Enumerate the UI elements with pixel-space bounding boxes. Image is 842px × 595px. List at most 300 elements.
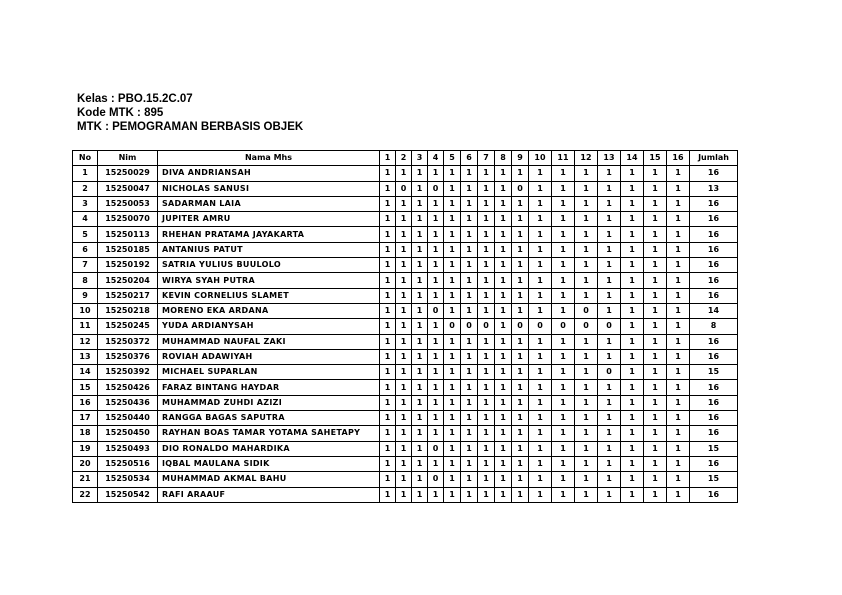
student-name-cell: IQBAL MAULANA SIDIK [158,456,380,471]
table-row [73,303,738,318]
student-name-cell: WIRYA SYAH PUTRA [158,273,380,288]
student-name-cell: MUHAMMAD NAUFAL ZAKI [158,334,380,349]
table-row [73,365,738,380]
session-cell: 1 [644,411,667,426]
session-cell: 1 [512,273,529,288]
session-cell: 1 [380,380,396,395]
session-cell: 1 [621,395,644,410]
row-number-cell: 10 [73,303,98,318]
table-header-row [73,151,738,166]
session-cell: 1 [667,472,690,487]
session-cell: 1 [598,196,621,211]
session-cell: 1 [575,349,598,364]
student-name-cell: SADARMAN LAIA [158,196,380,211]
session-cell: 1 [495,319,512,334]
session-cell: 1 [621,349,644,364]
session-cell: 1 [380,426,396,441]
col-header-session: 1 [380,151,396,166]
session-cell: 1 [396,426,412,441]
row-number-cell: 13 [73,349,98,364]
session-cell: 1 [380,472,396,487]
session-cell: 1 [575,426,598,441]
session-cell: 1 [495,288,512,303]
student-name-cell: MUHAMMAD ZUHDI AZIZI [158,395,380,410]
session-cell: 0 [552,319,575,334]
row-number-cell: 22 [73,487,98,502]
session-cell: 1 [644,212,667,227]
session-cell: 1 [396,288,412,303]
table-row [73,288,738,303]
session-cell: 1 [478,196,495,211]
session-cell: 1 [478,273,495,288]
session-cell: 1 [380,258,396,273]
session-cell: 1 [412,227,428,242]
session-cell: 1 [495,166,512,181]
session-cell: 1 [575,166,598,181]
nim-cell: 15250185 [98,242,158,257]
session-cell: 1 [444,365,461,380]
session-cell: 1 [667,334,690,349]
row-number-cell: 5 [73,227,98,242]
session-cell: 1 [667,242,690,257]
session-cell: 1 [552,472,575,487]
session-cell: 1 [529,166,552,181]
session-cell: 1 [575,411,598,426]
session-cell: 1 [412,395,428,410]
session-cell: 1 [512,349,529,364]
session-cell: 1 [598,242,621,257]
session-cell: 1 [461,456,478,471]
session-cell: 1 [396,273,412,288]
total-cell: 16 [690,273,738,288]
session-cell: 1 [529,181,552,196]
session-cell: 1 [552,166,575,181]
session-cell: 1 [412,334,428,349]
session-cell: 1 [575,288,598,303]
attendance-table [72,150,738,503]
session-cell: 1 [495,395,512,410]
session-cell: 1 [412,441,428,456]
session-cell: 1 [444,472,461,487]
session-cell: 1 [478,411,495,426]
session-cell: 1 [412,196,428,211]
session-cell: 1 [412,319,428,334]
session-cell: 1 [512,303,529,318]
session-cell: 0 [598,319,621,334]
session-cell: 1 [529,196,552,211]
kode-mtk-line: Kode MTK : 895 [77,107,164,119]
session-cell: 1 [644,242,667,257]
session-cell: 1 [428,288,444,303]
session-cell: 1 [428,395,444,410]
session-cell: 1 [495,365,512,380]
session-cell: 1 [621,181,644,196]
session-cell: 1 [380,303,396,318]
mtk-line: MTK : PEMOGRAMAN BERBASIS OBJEK [77,121,304,133]
session-cell: 1 [495,441,512,456]
session-cell: 1 [412,487,428,502]
session-cell: 1 [598,441,621,456]
table-row [73,242,738,257]
session-cell: 1 [444,334,461,349]
row-number-cell: 11 [73,319,98,334]
session-cell: 1 [598,411,621,426]
session-cell: 1 [444,456,461,471]
col-header-session: 8 [495,151,512,166]
session-cell: 1 [461,349,478,364]
nim-cell: 15250392 [98,365,158,380]
session-cell: 1 [380,411,396,426]
session-cell: 1 [529,487,552,502]
session-cell: 1 [644,181,667,196]
session-cell: 1 [478,166,495,181]
session-cell: 1 [495,487,512,502]
session-cell: 1 [478,212,495,227]
session-cell: 1 [598,258,621,273]
session-cell: 1 [444,181,461,196]
session-cell: 1 [512,411,529,426]
session-cell: 1 [598,380,621,395]
session-cell: 1 [621,303,644,318]
student-name-cell: RAFI ARAAUF [158,487,380,502]
session-cell: 1 [412,411,428,426]
session-cell: 1 [444,196,461,211]
session-cell: 0 [428,303,444,318]
total-cell: 16 [690,288,738,303]
total-cell: 16 [690,212,738,227]
session-cell: 1 [644,258,667,273]
session-cell: 1 [396,196,412,211]
session-cell: 1 [552,426,575,441]
session-cell: 0 [478,319,495,334]
session-cell: 1 [667,181,690,196]
session-cell: 1 [575,242,598,257]
row-number-cell: 14 [73,365,98,380]
session-cell: 1 [644,456,667,471]
session-cell: 1 [621,411,644,426]
row-number-cell: 19 [73,441,98,456]
nim-cell: 15250516 [98,456,158,471]
session-cell: 0 [529,319,552,334]
session-cell: 1 [575,472,598,487]
session-cell: 1 [478,288,495,303]
col-header-no: No [73,151,98,166]
session-cell: 1 [461,212,478,227]
session-cell: 1 [575,456,598,471]
session-cell: 1 [396,441,412,456]
session-cell: 1 [461,303,478,318]
total-cell: 15 [690,472,738,487]
session-cell: 1 [512,456,529,471]
row-number-cell: 20 [73,456,98,471]
session-cell: 1 [598,273,621,288]
total-cell: 16 [690,426,738,441]
total-cell: 16 [690,196,738,211]
nim-cell: 15250436 [98,395,158,410]
row-number-cell: 8 [73,273,98,288]
session-cell: 1 [444,426,461,441]
total-cell: 16 [690,380,738,395]
session-cell: 1 [512,242,529,257]
session-cell: 1 [552,334,575,349]
session-cell: 1 [495,242,512,257]
session-cell: 1 [512,212,529,227]
session-cell: 1 [412,365,428,380]
session-cell: 1 [478,227,495,242]
session-cell: 1 [396,227,412,242]
session-cell: 1 [667,487,690,502]
session-cell: 0 [428,472,444,487]
session-cell: 1 [552,227,575,242]
session-cell: 1 [412,258,428,273]
session-cell: 1 [444,258,461,273]
total-cell: 16 [690,456,738,471]
session-cell: 1 [598,181,621,196]
row-number-cell: 3 [73,196,98,211]
col-header-session: 7 [478,151,495,166]
total-cell: 16 [690,411,738,426]
session-cell: 1 [512,472,529,487]
session-cell: 1 [667,426,690,441]
session-cell: 1 [478,441,495,456]
session-cell: 1 [412,166,428,181]
session-cell: 1 [667,365,690,380]
session-cell: 1 [444,411,461,426]
session-cell: 1 [644,349,667,364]
session-cell: 1 [396,258,412,273]
session-cell: 1 [667,288,690,303]
table-row [73,319,738,334]
session-cell: 1 [621,334,644,349]
session-cell: 1 [412,212,428,227]
session-cell: 1 [495,258,512,273]
session-cell: 1 [478,380,495,395]
session-cell: 1 [598,395,621,410]
session-cell: 1 [412,303,428,318]
table-row [73,395,738,410]
session-cell: 1 [667,166,690,181]
session-cell: 1 [478,258,495,273]
session-cell: 1 [512,258,529,273]
total-cell: 16 [690,395,738,410]
table-row [73,258,738,273]
session-cell: 1 [512,227,529,242]
session-cell: 1 [575,365,598,380]
col-header-session: 13 [598,151,621,166]
nim-cell: 15250440 [98,411,158,426]
session-cell: 1 [444,166,461,181]
nim-cell: 15250493 [98,441,158,456]
session-cell: 1 [428,456,444,471]
session-cell: 1 [478,242,495,257]
session-cell: 1 [621,212,644,227]
session-cell: 1 [529,349,552,364]
session-cell: 1 [461,365,478,380]
student-name-cell: JUPITER AMRU [158,212,380,227]
col-header-session: 2 [396,151,412,166]
session-cell: 1 [598,166,621,181]
session-cell: 1 [644,196,667,211]
row-number-cell: 18 [73,426,98,441]
nim-cell: 15250218 [98,303,158,318]
session-cell: 1 [667,212,690,227]
session-cell: 1 [512,166,529,181]
student-name-cell: MUHAMMAD AKMAL BAHU [158,472,380,487]
session-cell: 1 [575,196,598,211]
row-number-cell: 17 [73,411,98,426]
session-cell: 1 [621,426,644,441]
session-cell: 1 [396,395,412,410]
session-cell: 1 [598,334,621,349]
session-cell: 1 [529,303,552,318]
session-cell: 1 [575,227,598,242]
session-cell: 1 [598,288,621,303]
col-header-session: 14 [621,151,644,166]
col-header-session: 3 [412,151,428,166]
session-cell: 0 [396,181,412,196]
row-number-cell: 9 [73,288,98,303]
table-row [73,472,738,487]
session-cell: 1 [552,456,575,471]
session-cell: 1 [396,456,412,471]
session-cell: 1 [621,472,644,487]
session-cell: 0 [575,319,598,334]
session-cell: 1 [495,426,512,441]
session-cell: 1 [644,288,667,303]
session-cell: 1 [575,273,598,288]
session-cell: 1 [380,212,396,227]
total-cell: 16 [690,227,738,242]
session-cell: 1 [644,472,667,487]
kelas-line: Kelas : PBO.15.2C.07 [77,93,193,105]
session-cell: 1 [444,349,461,364]
session-cell: 1 [598,212,621,227]
session-cell: 1 [495,334,512,349]
session-cell: 1 [529,242,552,257]
session-cell: 1 [478,334,495,349]
session-cell: 1 [495,380,512,395]
table-row [73,441,738,456]
col-header-session: 4 [428,151,444,166]
session-cell: 1 [461,411,478,426]
session-cell: 1 [552,365,575,380]
session-cell: 1 [461,395,478,410]
session-cell: 1 [552,181,575,196]
session-cell: 1 [512,395,529,410]
session-cell: 1 [621,166,644,181]
session-cell: 1 [380,288,396,303]
session-cell: 1 [552,212,575,227]
session-cell: 1 [529,426,552,441]
session-cell: 1 [380,441,396,456]
session-cell: 1 [380,196,396,211]
session-cell: 1 [529,380,552,395]
col-header-session: 12 [575,151,598,166]
session-cell: 1 [396,411,412,426]
session-cell: 1 [552,303,575,318]
session-cell: 1 [644,426,667,441]
session-cell: 1 [495,349,512,364]
session-cell: 1 [575,441,598,456]
session-cell: 1 [444,227,461,242]
session-cell: 1 [396,472,412,487]
session-cell: 1 [478,395,495,410]
session-cell: 1 [667,258,690,273]
session-cell: 1 [552,242,575,257]
session-cell: 1 [644,441,667,456]
total-cell: 16 [690,166,738,181]
session-cell: 1 [428,196,444,211]
session-cell: 1 [621,456,644,471]
session-cell: 1 [495,273,512,288]
session-cell: 1 [444,380,461,395]
session-cell: 1 [529,288,552,303]
session-cell: 1 [380,227,396,242]
student-name-cell: RANGGA BAGAS SAPUTRA [158,411,380,426]
session-cell: 1 [621,487,644,502]
session-cell: 1 [461,166,478,181]
table-row [73,456,738,471]
session-cell: 1 [667,456,690,471]
col-header-session: 10 [529,151,552,166]
nim-cell: 15250376 [98,349,158,364]
session-cell: 1 [575,212,598,227]
nim-cell: 15250070 [98,212,158,227]
session-cell: 1 [512,288,529,303]
col-header-nama: Nama Mhs [158,151,380,166]
session-cell: 1 [575,258,598,273]
nim-cell: 15250372 [98,334,158,349]
student-name-cell: KEVIN CORNELIUS SLAMET [158,288,380,303]
nim-cell: 15250217 [98,288,158,303]
session-cell: 1 [667,395,690,410]
session-cell: 1 [428,258,444,273]
session-cell: 1 [478,349,495,364]
session-cell: 1 [621,319,644,334]
session-cell: 1 [428,365,444,380]
table-row [73,166,738,181]
session-cell: 1 [552,258,575,273]
session-cell: 1 [412,456,428,471]
student-name-cell: MICHAEL SUPARLAN [158,365,380,380]
session-cell: 1 [529,411,552,426]
session-cell: 1 [575,487,598,502]
table-row [73,349,738,364]
session-cell: 1 [667,303,690,318]
session-cell: 0 [598,365,621,380]
session-cell: 1 [396,166,412,181]
session-cell: 1 [444,303,461,318]
session-cell: 1 [495,212,512,227]
session-cell: 1 [478,365,495,380]
student-name-cell: SATRIA YULIUS BUULOLO [158,258,380,273]
session-cell: 1 [644,227,667,242]
table-row [73,196,738,211]
session-cell: 1 [529,472,552,487]
session-cell: 1 [380,319,396,334]
row-number-cell: 6 [73,242,98,257]
nim-cell: 15250245 [98,319,158,334]
session-cell: 1 [428,242,444,257]
session-cell: 1 [529,258,552,273]
row-number-cell: 2 [73,181,98,196]
session-cell: 1 [552,411,575,426]
student-name-cell: NICHOLAS SANUSI [158,181,380,196]
nim-cell: 15250047 [98,181,158,196]
session-cell: 1 [529,365,552,380]
session-cell: 1 [598,426,621,441]
col-header-session: 15 [644,151,667,166]
